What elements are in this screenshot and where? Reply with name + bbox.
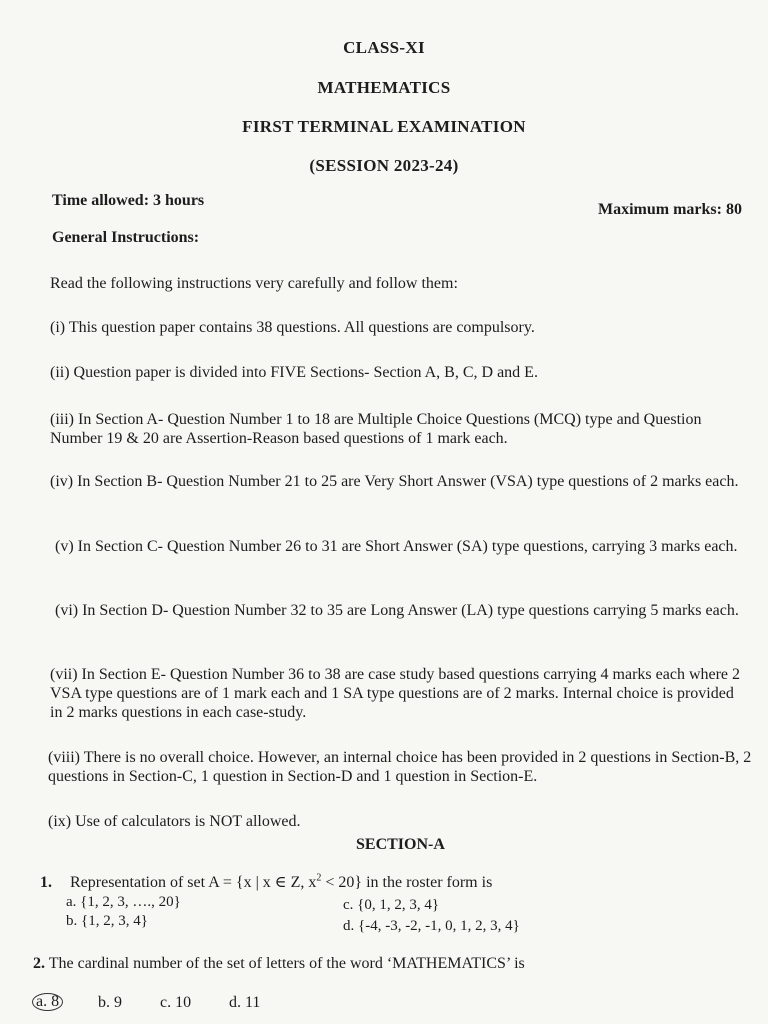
instruction-item: (i) This question paper contains 38 questions. All questions are compulsory. [50,319,535,336]
maximum-marks: Maximum marks: 80 [598,201,742,218]
option-b: b. {1, 2, 3, 4} [66,913,148,929]
question-text: < 20} in the roster form is [321,874,493,891]
instructions-heading: General Instructions: [52,229,200,246]
instruction-item: (vi) In Section D- Question Number 32 to 35 are Long Answer (LA) type questions carrying 5 marks each. [55,602,739,619]
option-a [32,993,63,1011]
instruction-item: (viii) There is no overall choice. However, an internal choice has been provided in 2 questions in Section-B, 2 questions in Section-C, 1 question in Section-D and 1 question in Section-E. [48,749,752,785]
instruction-item: (v) In Section C- Question Number 26 to 31 are Short Answer (SA) type questions, carrying 3 marks each. [55,538,738,555]
superscript: 2 [316,872,322,884]
session-title: (SESSION 2023-24) [309,156,459,175]
section-a-title: SECTION-A [356,836,445,853]
option-c: c. {0, 1, 2, 3, 4} [343,897,440,913]
question-2 [33,954,525,973]
class-title: CLASS-XI [343,38,425,57]
instruction-item: (iii) In Section A- Question Number 1 to 18 are Multiple Choice Questions (MCQ) type and Question Number 19 & 20 are Assertion-Reason based questions of 1 mark each. [50,411,702,447]
option-a: a. {1, 2, 3, …., 20} [66,894,181,910]
instruction-item: (ix) Use of calculators is NOT allowed. [48,813,301,830]
question-text: The cardinal number of the set of letters of the word ‘MATHEMATICS’ is [48,955,525,972]
time-allowed: Time allowed: 3 hours [52,192,205,209]
instruction-item: (vii) In Section E- Question Number 36 to 38 are case study based questions carrying 4 marks each where 2 VSA type questions are of 1 mark each and 1 SA type questions are of 2 marks. Internal choice is provided in 2 marks questions in each case-study. [50,666,741,721]
option-d: d. {-4, -3, -2, -1, 0, 1, 2, 3, 4} [343,918,520,934]
instruction-item: (ii) Question paper is divided into FIVE Sections- Section A, B, C, D and E. [50,364,538,381]
question-text: Representation of set A = {x | x ∈ Z, x [70,874,317,891]
question-number: 2. [33,955,45,972]
option-c: c. 10 [160,994,192,1011]
instruction-item: (iv) In Section B- Question Number 21 to 25 are Very Short Answer (VSA) type questions of 2 marks each. [50,473,739,490]
subject-title: MATHEMATICS [317,78,451,97]
option-d: d. 11 [229,994,261,1011]
question-number: 1. [40,874,52,891]
instructions-intro: Read the following instructions very carefully and follow them: [50,275,458,292]
exam-title: FIRST TERMINAL EXAMINATION [242,117,526,136]
option-b: b. 9 [98,994,122,1011]
answer-circle-mark: a. 8 [32,993,63,1011]
question-1 [40,873,492,892]
